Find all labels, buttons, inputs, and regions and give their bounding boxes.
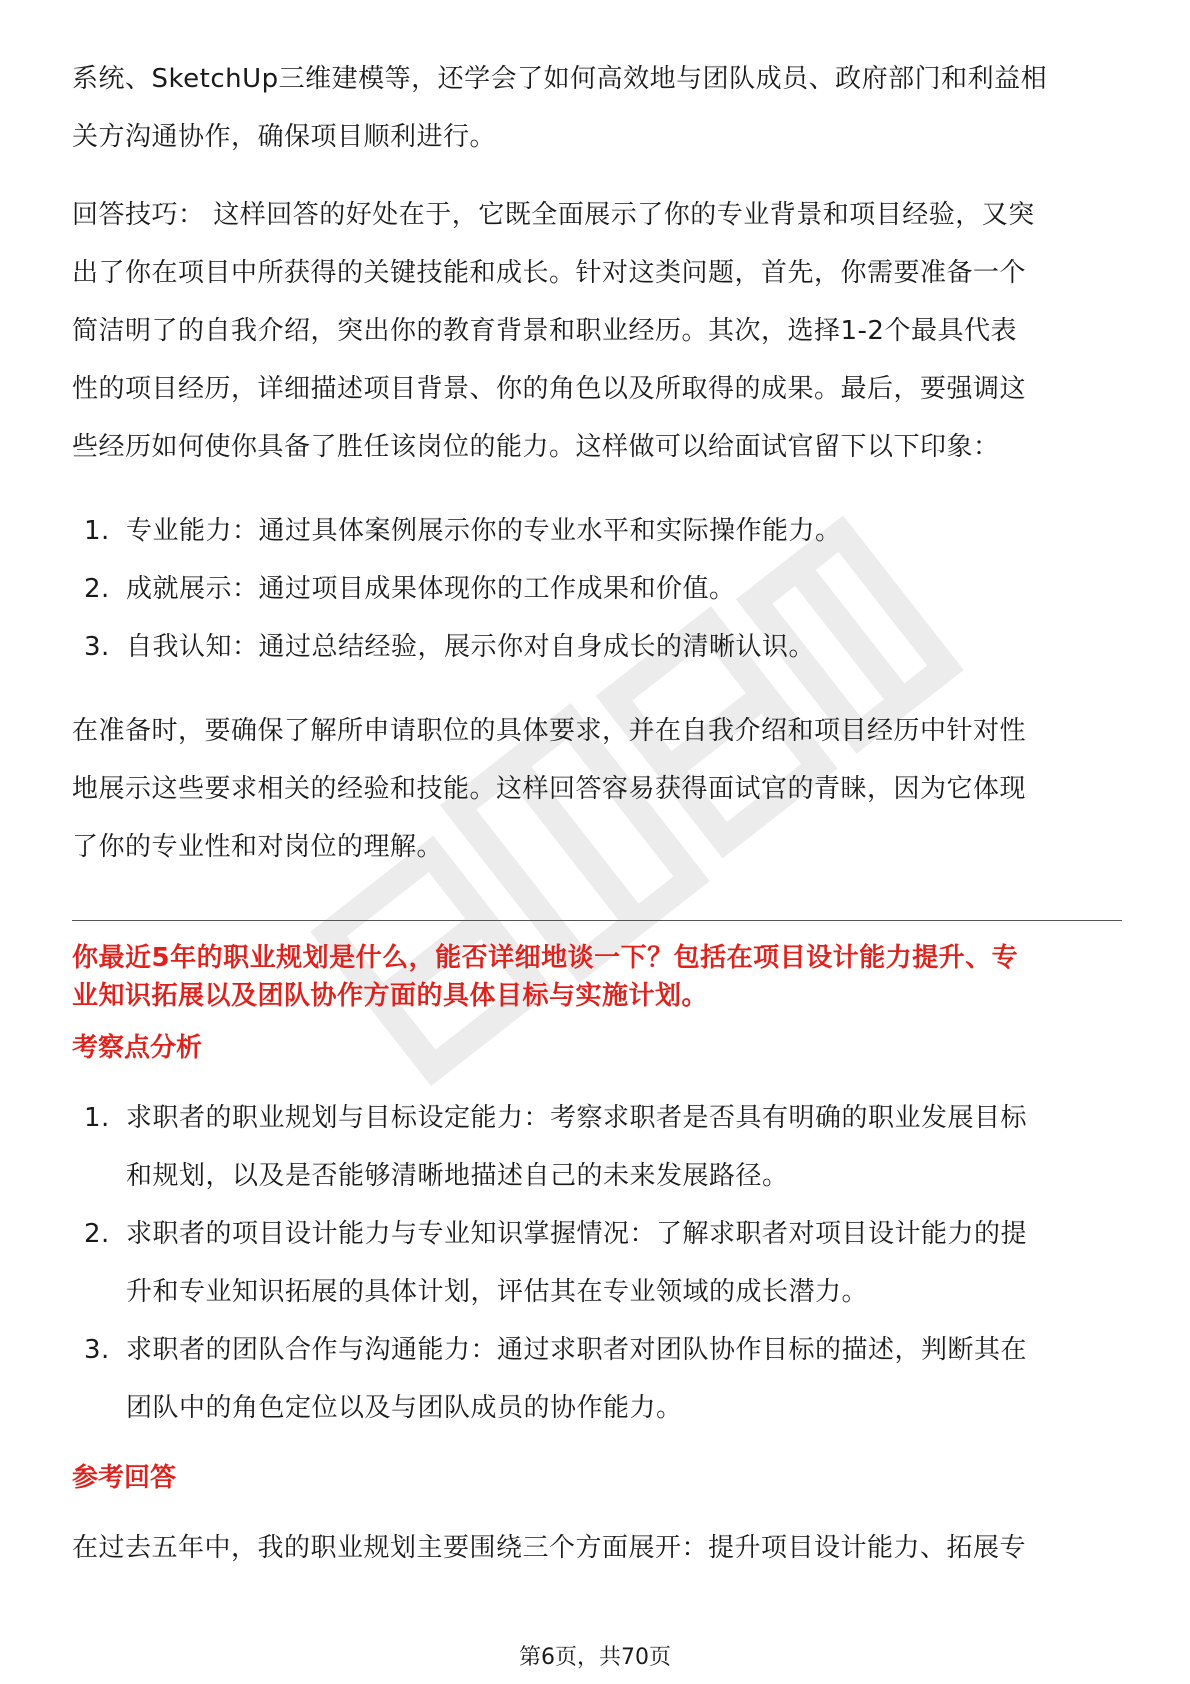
tips-line: 回答技巧： 这样回答的好处在于，它既全面展示了你的专业背景和项目经验，又突 [72, 200, 1035, 230]
prep-line: 在准备时，要确保了解所申请职位的具体要求，并在自我介绍和项目经历中针对性 [72, 716, 1027, 746]
list-text: 成就展示：通过项目成果体现你的工作成果和价值。 [126, 574, 736, 604]
prep-paragraph [72, 702, 1122, 876]
intro-line: 系统、SketchUp三维建模等，还学会了如何高效地与团队成员、政府部门和利益相 [72, 64, 1048, 94]
list-number: 2. [84, 1219, 110, 1249]
document-body [72, 50, 1122, 1577]
analysis-heading: 考察点分析 [72, 1033, 203, 1063]
list-number: 3. [84, 1335, 110, 1365]
intro-line: 关方沟通协作，确保项目顺利进行。 [72, 122, 497, 152]
tips-line: 性的项目经历，详细描述项目背景、你的角色以及所取得的成果。最后，要强调这 [72, 374, 1027, 404]
list-text: 求职者的项目设计能力与专业知识掌握情况：了解求职者对项目设计能力的提 [126, 1219, 1028, 1249]
list-text: 专业能力：通过具体案例展示你的专业水平和实际操作能力。 [126, 516, 842, 546]
question-title [72, 939, 1122, 1015]
page-number: 第6页，共70页 [519, 1645, 671, 1670]
intro-paragraph [72, 50, 1122, 166]
answer-line: 在过去五年中，我的职业规划主要围绕三个方面展开：提升项目设计能力、拓展专 [72, 1533, 1027, 1563]
list-number: 1. [84, 1103, 110, 1133]
list-item [72, 1321, 1122, 1437]
list-number: 2. [84, 574, 110, 604]
list-text: 升和专业知识拓展的具体计划，评估其在专业领域的成长潜力。 [126, 1277, 869, 1307]
list-item [72, 502, 1122, 560]
prep-line: 地展示这些要求相关的经验和技能。这样回答容易获得面试官的青睐，因为它体现 [72, 774, 1027, 804]
list-text: 自我认知：通过总结经验，展示你对自身成长的清晰认识。 [126, 632, 816, 662]
list-item [72, 1089, 1122, 1205]
list-text: 求职者的职业规划与目标设定能力：考察求职者是否具有明确的职业发展目标 [126, 1103, 1028, 1133]
list-item [72, 560, 1122, 618]
list-number: 3. [84, 632, 110, 662]
list-item [72, 618, 1122, 676]
impressions-list [72, 502, 1122, 676]
tips-line: 简洁明了的自我介绍，突出你的教育背景和职业经历。其次，选择1-2个最具代表 [72, 316, 1017, 346]
analysis-list [72, 1089, 1122, 1437]
tips-line: 些经历如何使你具备了胜任该岗位的能力。这样做可以给面试官留下以下印象： [72, 432, 1000, 462]
prep-line: 了你的专业性和对岗位的理解。 [72, 832, 444, 862]
question-line: 你最近5年的职业规划是什么，能否详细地谈一下？包括在项目设计能力提升、专 [72, 943, 1019, 973]
list-text: 和规划，以及是否能够清晰地描述自己的未来发展路径。 [126, 1161, 789, 1191]
list-text: 求职者的团队合作与沟通能力：通过求职者对团队协作目标的描述，判断其在 [126, 1335, 1028, 1365]
section-divider [72, 920, 1122, 921]
tips-paragraph [72, 186, 1122, 476]
answer-heading: 参考回答 [72, 1463, 177, 1493]
list-item [72, 1205, 1122, 1321]
tips-line: 出了你在项目中所获得的关键技能和成长。针对这类问题，首先，你需要准备一个 [72, 258, 1027, 288]
list-text: 团队中的角色定位以及与团队成员的协作能力。 [126, 1393, 683, 1423]
question-line: 业知识拓展以及团队协作方面的具体目标与实施计划。 [72, 981, 709, 1011]
list-number: 1. [84, 516, 110, 546]
